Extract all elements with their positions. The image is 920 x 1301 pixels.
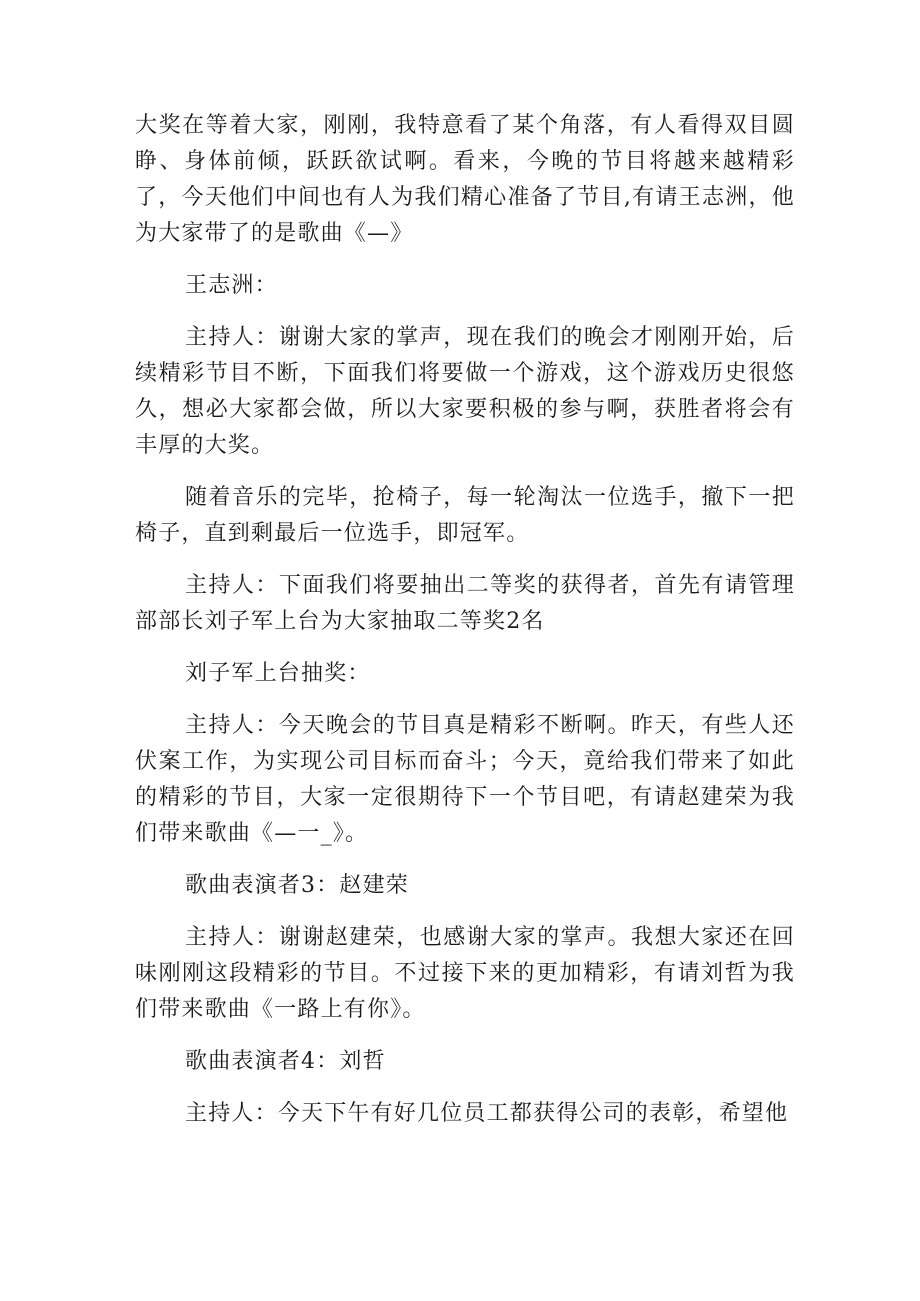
document-body: [135, 108, 795, 1148]
paragraph-host-liuzhe-intro: 主持人：谢谢赵建荣，也感谢大家的掌声。我想大家还在回味刚刚这段精彩的节目。不过接下来的更加精彩，有请刘哲为我们带来歌曲《一路上有你》。: [135, 925, 795, 1022]
paragraph-host-zhao-intro: 主持人：今天晚会的节目真是精彩不断啊。昨天，有些人还伏案工作，为实现公司目标而奋斗；今天，竟给我们带来了如此的精彩的节目，大家一定很期待下一个节目吧，有请赵建荣为我们带来歌曲《—一_》。: [135, 713, 795, 846]
paragraph-host-second-prize: 主持人：下面我们将要抽出二等奖的获得者，首先有请管理部部长刘子军上台为大家抽取二等奖2名: [135, 573, 795, 634]
paragraph-liu-draw: 刘子军上台抽奖：: [185, 661, 371, 686]
paragraph-performer-wang: 王志洲：: [185, 273, 278, 298]
paragraph-intro: 大奖在等着大家，刚刚，我特意看了某个角落，有人看得双目圆睁、身体前倾，跃跃欲试啊。看来，今晚的节目将越来越精彩了，今天他们中间也有人为我们精心准备了节目,有请王志洲，他为大家带了的是歌曲《—》: [135, 113, 795, 246]
paragraph-performer-3: 歌曲表演者3：赵建荣: [185, 873, 409, 898]
paragraph-host-game: 主持人：谢谢大家的掌声，现在我们的晚会才刚刚开始，后续精彩节目不断，下面我们将要做一个游戏，这个游戏历史很悠久，想必大家都会做，所以大家要积极的参与啊，获胜者将会有丰厚的大奖。: [135, 325, 795, 458]
paragraph-performer-4: 歌曲表演者4：刘哲: [185, 1049, 386, 1074]
paragraph-host-awards: 主持人：今天下午有好几位员工都获得公司的表彰，希望他: [185, 1101, 789, 1126]
paragraph-musical-chairs: 随着音乐的完毕，抢椅子，每一轮淘汰一位选手，撤下一把椅子，直到剩最后一位选手，即冠军。: [135, 485, 795, 546]
